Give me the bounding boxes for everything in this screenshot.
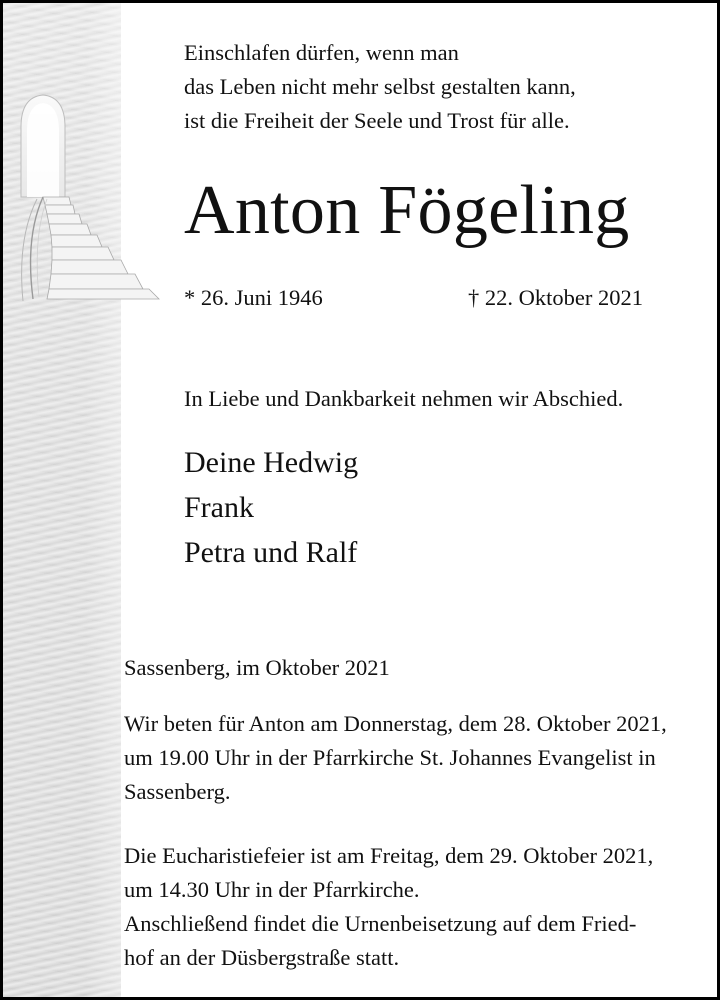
poem-line: ist die Freiheit der Seele und Trost für alle. [184,108,570,133]
family-member: Frank [184,491,254,524]
family-names [184,440,358,575]
poem-line: Einschlafen dürfen, wenn man [184,40,459,65]
deceased-name: Anton Fögeling [184,172,630,249]
prayer-paragraph [124,707,667,809]
place-date: Sassenberg, im Oktober 2021 [124,655,390,680]
staircase-illustration [3,87,163,307]
paragraph-line: Wir beten für Anton am Donnerstag, dem 28. Oktober 2021, [124,711,667,736]
paragraph-line: Anschließend findet die Urnenbeisetzung auf dem Fried- [124,911,637,936]
poem [184,36,576,138]
farewell-text: In Liebe und Dankbarkeit nehmen wir Abschied. [184,386,624,411]
paragraph-line: um 14.30 Uhr in der Pfarrkirche. [124,877,420,902]
family-member: Deine Hedwig [184,446,359,479]
paragraph-line: Sassenberg. [124,779,231,804]
mass-paragraph [124,839,653,975]
paragraph-line: um 19.00 Uhr in der Pfarrkirche St. Johannes Evangelist in [124,745,656,770]
poem-line: das Leben nicht mehr selbst gestalten kann, [184,74,576,99]
death-date: † 22. Oktober 2021 [468,285,643,310]
paragraph-line: hof an der Düsbergstraße statt. [124,945,400,970]
family-member: Petra und Ralf [184,536,358,569]
paragraph-line: Die Eucharistiefeier ist am Freitag, dem 29. Oktober 2021, [124,843,654,868]
birth-date: * 26. Juni 1946 [184,285,323,310]
